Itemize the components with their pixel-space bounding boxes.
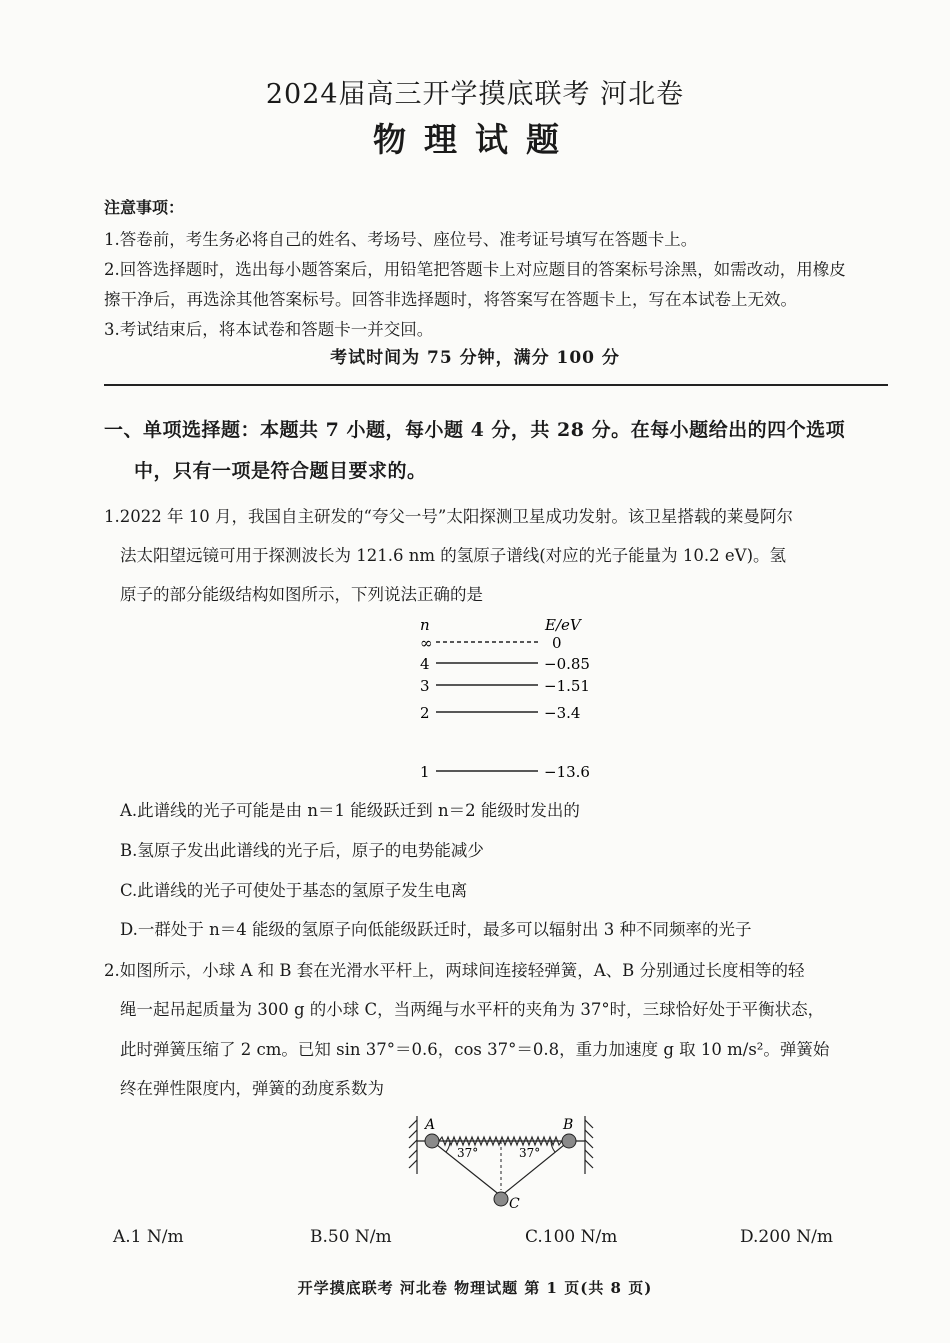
energy-axis-label: E/eV	[545, 616, 581, 634]
option-d: D.一群处于 n＝4 能级的氢原子向低能级跃迁时，最多可以辐射出 3 种不同频率的光子	[120, 920, 752, 939]
question-2-text: 终在弹性限度内，弹簧的劲度系数为	[120, 1079, 384, 1098]
label-c: C	[509, 1196, 520, 1212]
level-energy-label: −13.6	[544, 763, 590, 781]
left-angle-arc	[446, 1141, 450, 1152]
exam-title: 物理试题	[373, 120, 577, 159]
label-a: A	[425, 1117, 436, 1133]
option-b: B.50 N/m	[310, 1227, 392, 1247]
notice-line: 1.答卷前，考生务必将自己的姓名、考场号、座位号、准考证号填写在答题卡上。	[104, 230, 698, 249]
option-c: C.此谱线的光子可使处于基态的氢原子发生电离	[120, 881, 468, 900]
question-2-text: 绳一起吊起质量为 300 g 的小球 C，当两绳与水平杆的夹角为 37°时，三球恰好处于平衡状态，	[120, 1000, 825, 1019]
notice-line: 3.考试结束后，将本试卷和答题卡一并交回。	[104, 320, 434, 339]
ball-b	[562, 1134, 576, 1148]
exam-time: 考试时间为 75 分钟，满分 100 分	[330, 348, 620, 368]
page-footer: 开学摸底联考 河北卷 物理试题 第 1 页(共 8 页)	[297, 1279, 653, 1297]
angle-label-right: 37°	[519, 1146, 541, 1160]
level-n-label: 4	[420, 655, 430, 673]
section-heading-cont: 中，只有一项是符合题目要求的。	[134, 460, 427, 482]
right-wall	[585, 1116, 593, 1174]
ball-c	[494, 1192, 508, 1206]
level-energy-label: −1.51	[544, 677, 590, 695]
exam-subtitle: 2024届高三开学摸底联考 河北卷	[265, 79, 685, 110]
question-2-text: 2.如图所示，小球 A 和 B 套在光滑水平杆上，两球间连接轻弹簧，A、B 分别通过长度相等的轻	[104, 961, 805, 980]
label-b: B	[563, 1117, 574, 1133]
level-n-label: 2	[420, 704, 430, 722]
section-heading: 一、单项选择题：本题共 7 小题，每小题 4 分，共 28 分。在每小题给出的四个选项	[104, 419, 846, 441]
option-d: D.200 N/m	[740, 1227, 834, 1247]
notice-line: 2.回答选择题时，选出每小题答案后，用铅笔把答题卡上对应题目的答案标号涂黑，如需改动，用橡皮	[104, 260, 846, 279]
option-b: B.氢原子发出此谱线的光子后，原子的电势能减少	[120, 841, 484, 860]
level-energy-label: −0.85	[544, 655, 590, 673]
option-a: A.此谱线的光子可能是由 n＝1 能级跃迁到 n＝2 能级时发出的	[120, 801, 580, 820]
level-n-label: ∞	[420, 634, 433, 652]
notice-line: 擦干净后，再选涂其他答案标号。回答非选择题时，将答案写在答题卡上，写在本试卷上无效。	[104, 290, 797, 309]
left-wall	[409, 1116, 417, 1174]
option-c: C.100 N/m	[525, 1227, 618, 1247]
n-axis-label: n	[420, 616, 430, 634]
spring-balls-diagram	[405, 1112, 601, 1216]
angle-label-left: 37°	[457, 1146, 479, 1160]
question-1-text: 原子的部分能级结构如图所示，下列说法正确的是	[120, 585, 483, 604]
question-1-text: 1.2022 年 10 月，我国自主研发的“夸父一号”太阳探测卫星成功发射。该卫星搭载的莱曼阿尔	[104, 507, 793, 526]
notice-title: 注意事项：	[104, 198, 185, 217]
level-n-label: 3	[420, 677, 430, 695]
option-a: A.1 N/m	[113, 1227, 184, 1247]
level-energy-label: 0	[552, 634, 562, 652]
level-energy-label: −3.4	[544, 704, 581, 722]
question-2-text: 此时弹簧压缩了 2 cm。已知 sin 37°＝0.6，cos 37°＝0.8，重力加速度 g 取 10 m/s²。弹簧始	[120, 1040, 830, 1059]
energy-level-diagram	[410, 614, 610, 790]
divider	[104, 384, 888, 386]
level-n-label: 1	[420, 763, 430, 781]
question-1-text: 法太阳望远镜可用于探测波长为 121.6 nm 的氢原子谱线(对应的光子能量为 10.2 eV)。氢	[120, 546, 787, 565]
ball-a	[425, 1134, 439, 1148]
